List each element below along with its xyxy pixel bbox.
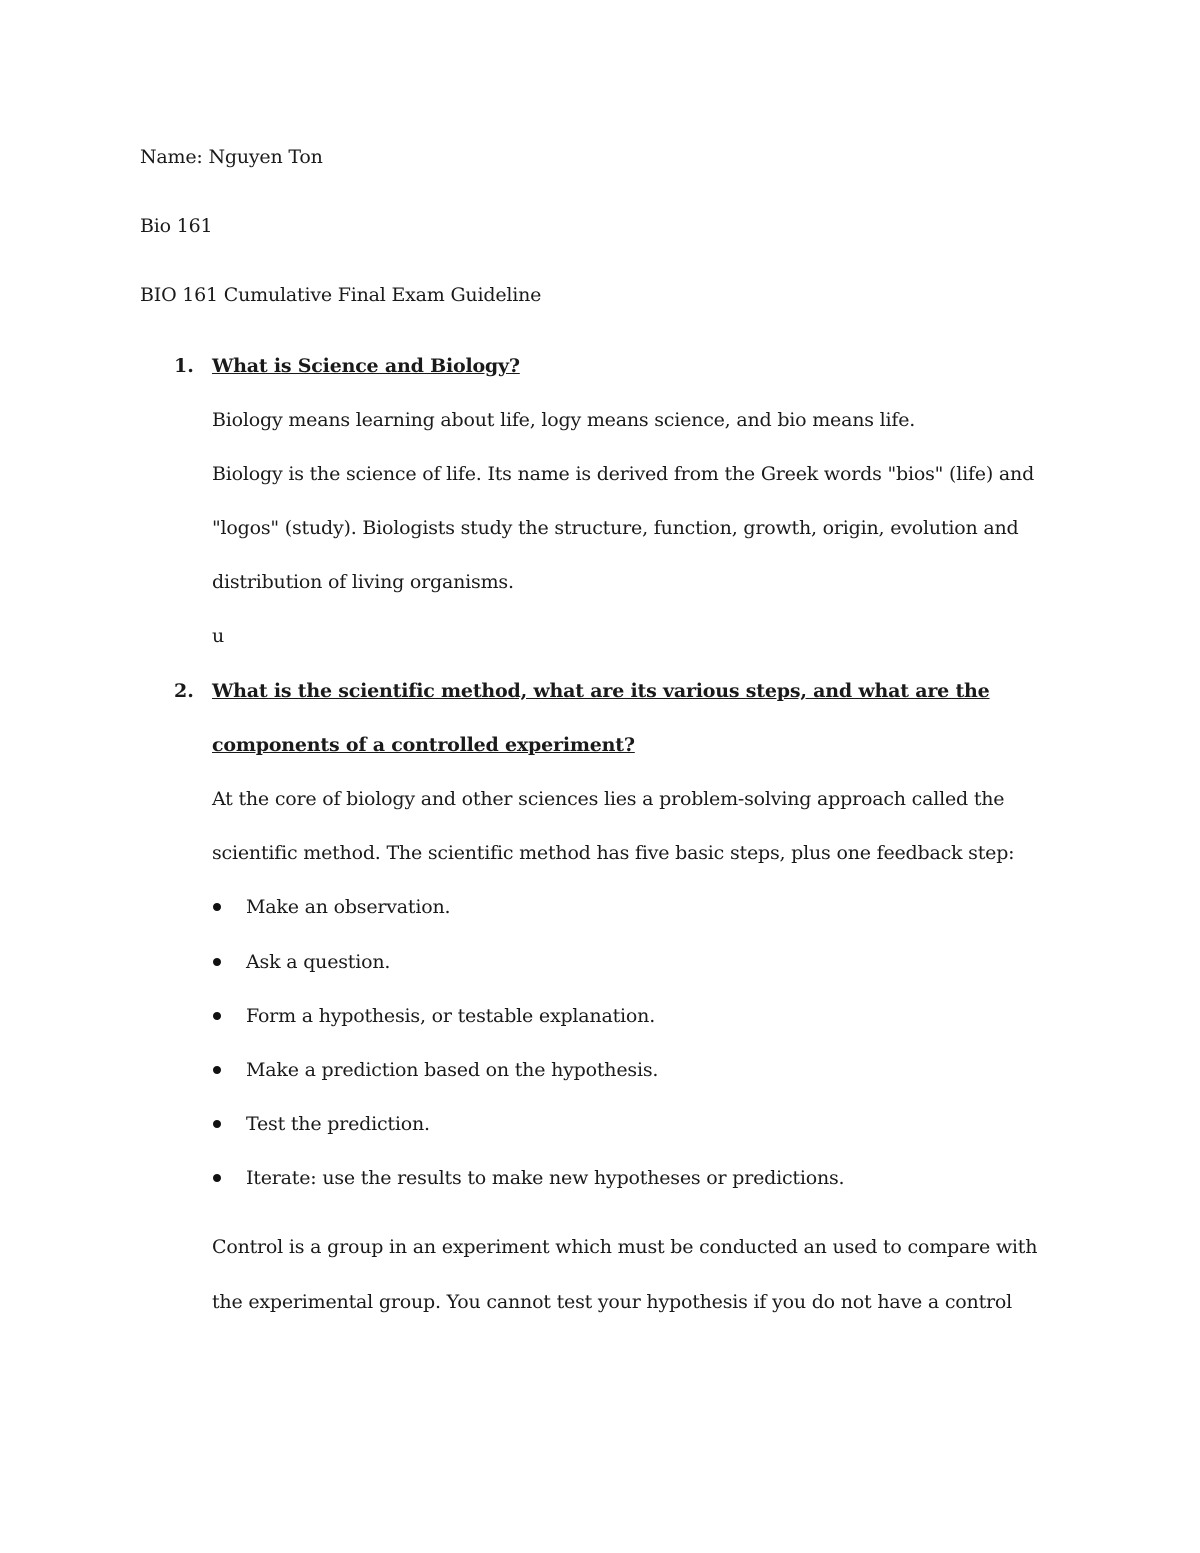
- bullet-icon: [213, 1174, 221, 1182]
- step-item: Make a prediction based on the hypothesis.: [246, 1059, 659, 1081]
- stray-character: u: [212, 625, 225, 647]
- bullet-icon: [213, 1066, 221, 1074]
- bullet-icon: [213, 958, 221, 966]
- bullet-icon: [213, 903, 221, 911]
- control-paragraph-line-1: Control is a group in an experiment which must be conducted an used to compare with: [212, 1236, 1038, 1258]
- answer-1-paragraph-2-line-1: Biology is the science of life. Its name is derived from the Greek words "bios" (life) and: [212, 463, 1035, 485]
- question-2-heading-line-2: components of a controlled experiment?: [212, 734, 635, 756]
- control-paragraph-line-2: the experimental group. You cannot test your hypothesis if you do not have a control: [212, 1291, 1013, 1313]
- document-title: BIO 161 Cumulative Final Exam Guideline: [140, 284, 542, 306]
- answer-1-paragraph-1: Biology means learning about life, logy means science, and bio means life.: [212, 409, 916, 431]
- bullet-icon: [213, 1120, 221, 1128]
- step-item: Iterate: use the results to make new hypotheses or predictions.: [246, 1167, 845, 1189]
- question-1-heading: What is Science and Biology?: [212, 355, 520, 377]
- step-item: Make an observation.: [246, 896, 451, 918]
- step-item: Ask a question.: [246, 951, 391, 973]
- question-1-number: 1.: [174, 355, 194, 377]
- answer-2-intro-line-2: scientific method. The scientific method has five basic steps, plus one feedback step:: [212, 842, 1015, 864]
- question-2-heading-line-1: What is the scientific method, what are its various steps, and what are the: [212, 680, 990, 702]
- question-2-number: 2.: [174, 680, 194, 702]
- course-code: Bio 161: [140, 215, 213, 237]
- step-item: Form a hypothesis, or testable explanation.: [246, 1005, 656, 1027]
- student-name: Name: Nguyen Ton: [140, 146, 323, 168]
- answer-1-paragraph-2-line-3: distribution of living organisms.: [212, 571, 514, 593]
- step-item: Test the prediction.: [246, 1113, 430, 1135]
- bullet-icon: [213, 1012, 221, 1020]
- answer-1-paragraph-2-line-2: "logos" (study). Biologists study the structure, function, growth, origin, evolution and: [212, 517, 1019, 539]
- answer-2-intro-line-1: At the core of biology and other sciences lies a problem-solving approach called the: [212, 788, 1005, 810]
